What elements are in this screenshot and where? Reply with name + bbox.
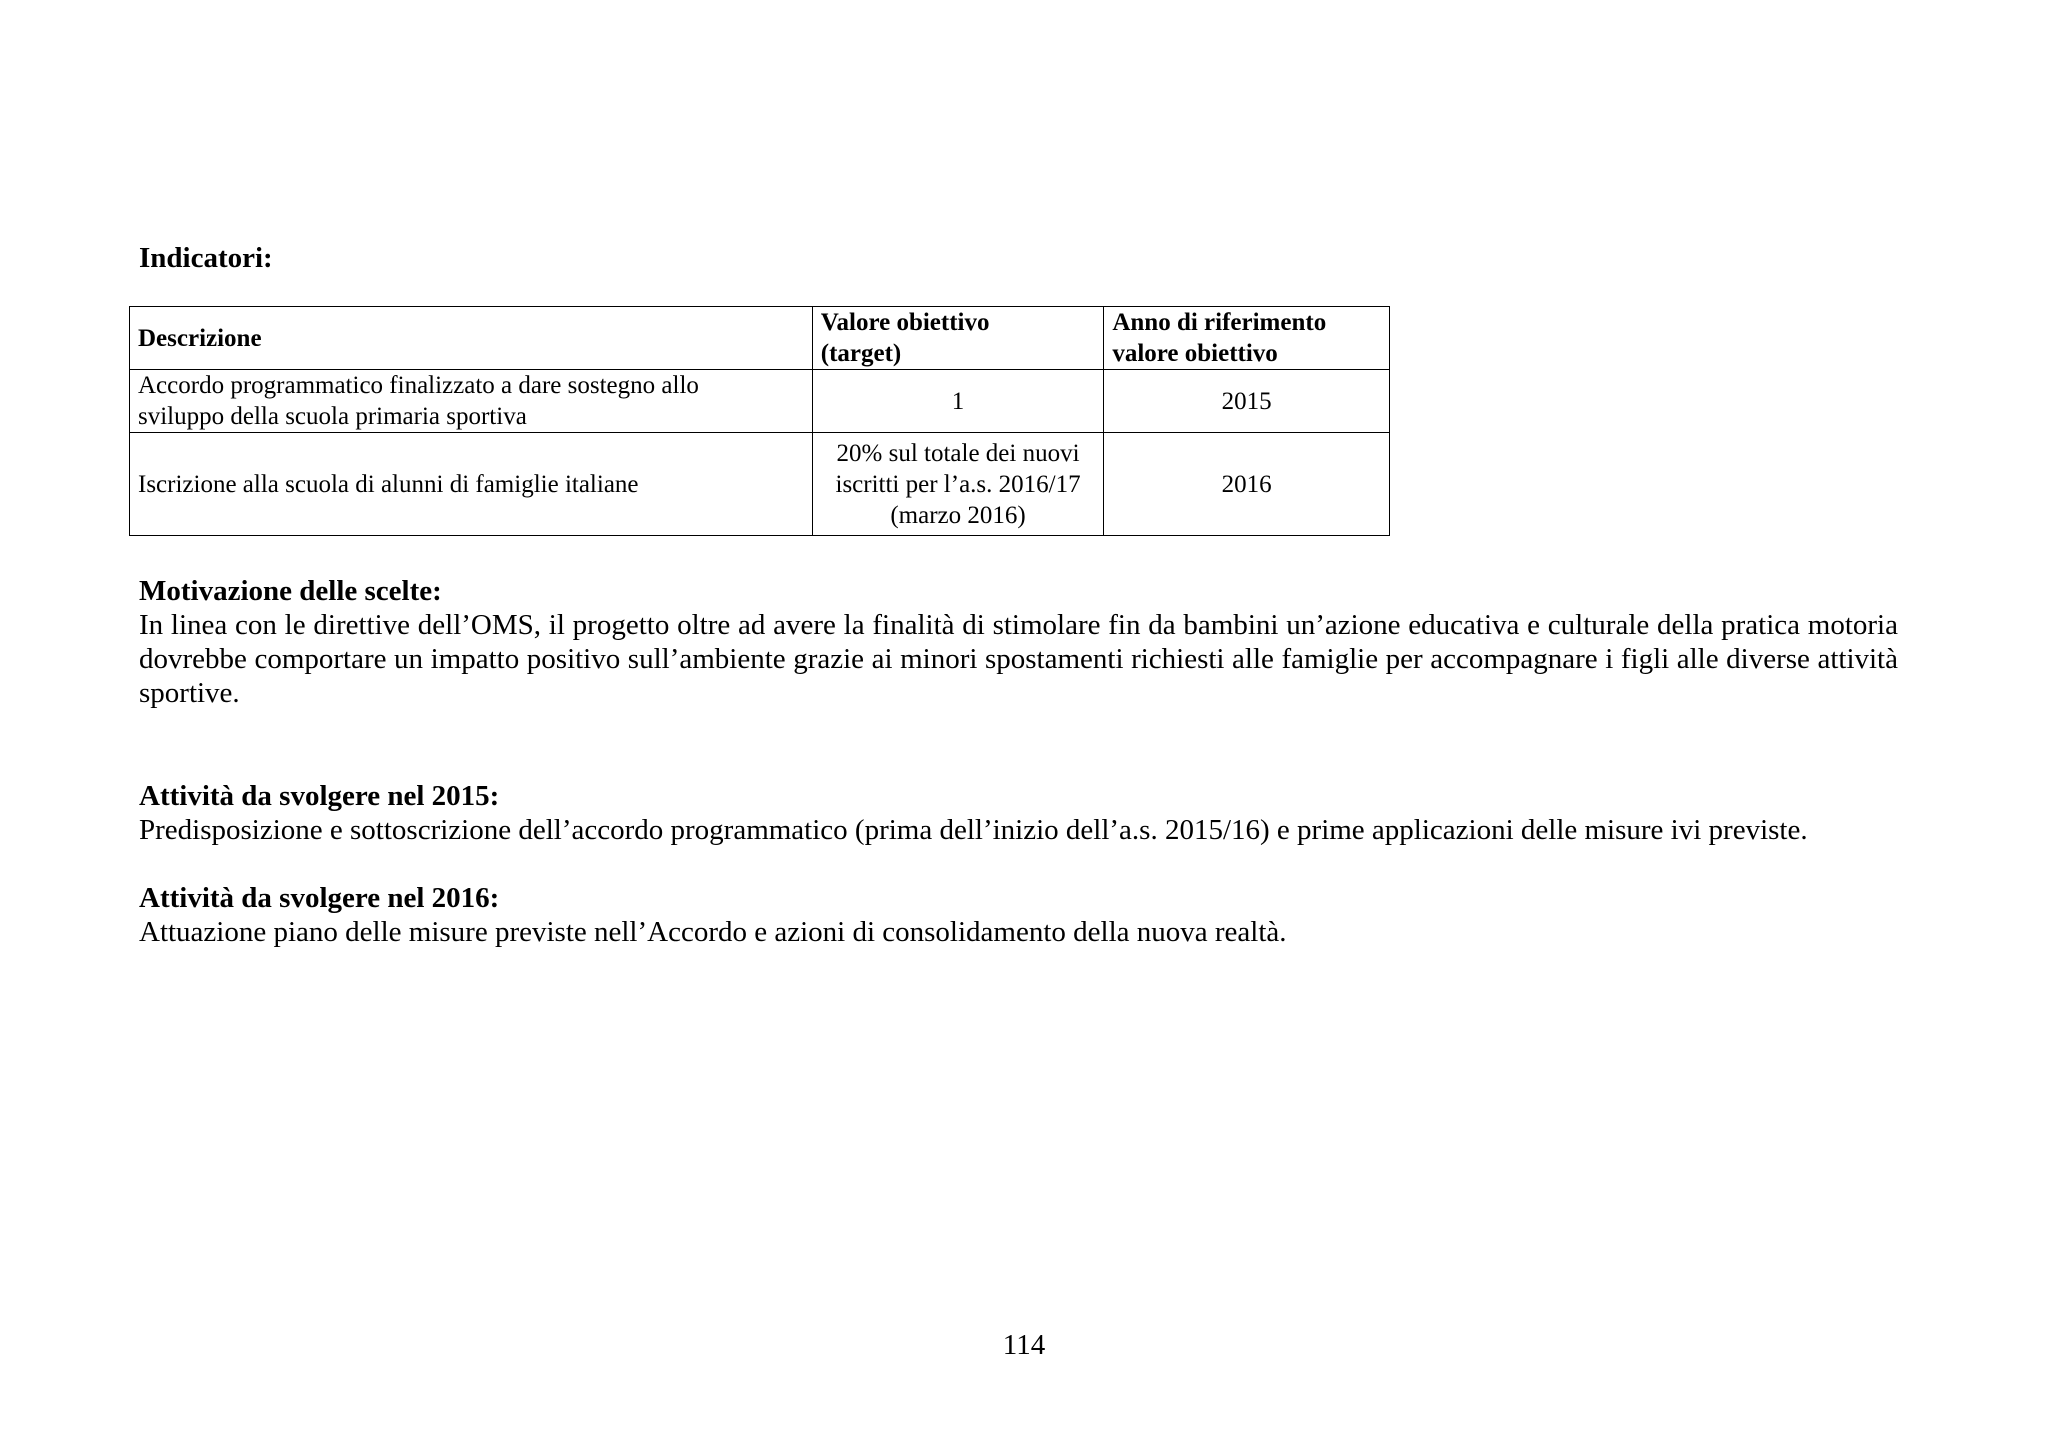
cell-valore-line2: iscritti per l’a.s. 2016/17 [835,470,1081,498]
attivita-2015-heading: Attività da svolgere nel 2015: [139,780,500,812]
attivita-2016-heading: Attività da svolgere nel 2016: [139,882,500,914]
cell-valore [812,433,1104,536]
table-row [130,370,1390,433]
page-number: 114 [1002,1329,1046,1361]
header-anno-line2: valore obiettivo [1112,340,1278,367]
header-valore-line1: Valore obiettivo [820,309,990,336]
header-anno-line1: Anno di riferimento [1112,309,1327,336]
header-valore [812,307,1104,370]
indicators-table [129,306,1390,536]
cell-anno: 2015 [1104,370,1390,433]
table-header-row [130,307,1390,370]
table-row [130,433,1390,536]
header-descrizione [130,307,813,370]
header-valore-line2: (target) [820,340,902,367]
motivazione-heading: Motivazione delle scelte: [139,575,442,607]
attivita-2015-text: Predisposizione e sottoscrizione dell’accordo programmatico (prima dell’inizio dell’a.s. 2015/16) e prime applicazioni delle misure ivi previste. [139,814,1808,846]
header-anno [1104,307,1390,370]
cell-descrizione [130,370,813,433]
motivazione-text: In linea con le direttive dell’OMS, il progetto oltre ad avere la finalità di stimolare fin da bambini un’azione educativa e culturale della pratica motoria dovrebbe comportare un impatto positivo sull’ambiente grazie ai minori spostamenti richiesti alle famiglie per accompagnare i figli alle diverse attività sportive. [139,609,1898,709]
cell-descrizione: Iscrizione alla scuola di alunni di famiglie italiane [130,433,813,536]
indicatori-heading: Indicatori: [139,242,273,274]
header-descrizione-text: Descrizione [138,324,262,352]
cell-descrizione-line1: Accordo programmatico finalizzato a dare sostegno allo [138,372,699,399]
cell-valore-line1: 20% sul totale dei nuovi [836,439,1080,467]
cell-valore-line3: (marzo 2016) [890,501,1026,529]
attivita-2016-text: Attuazione piano delle misure previste nell’Accordo e azioni di consolidamento della nuova realtà. [139,916,1287,948]
cell-anno: 2016 [1104,433,1390,536]
cell-descrizione-line2: sviluppo della scuola primaria sportiva [138,403,527,430]
cell-valore: 1 [812,370,1104,433]
